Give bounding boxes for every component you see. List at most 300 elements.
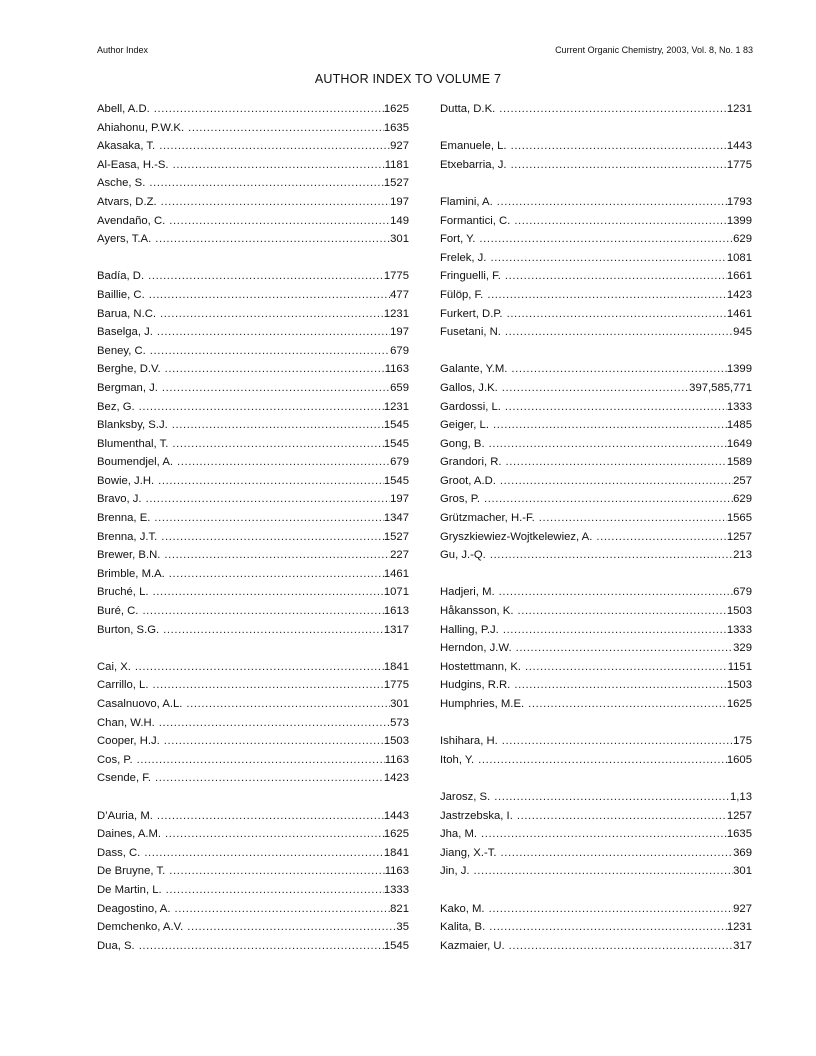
index-entry	[440, 453, 752, 472]
page-numbers: 197	[390, 490, 409, 509]
dot-leader	[500, 472, 733, 491]
author-name: Furkert, D.P.	[440, 307, 503, 320]
index-entry	[440, 583, 752, 602]
page-numbers: 1399	[727, 360, 752, 379]
index-entry	[440, 212, 752, 231]
page-numbers: 679	[390, 453, 409, 472]
dot-leader	[135, 658, 384, 677]
section-spacer	[440, 881, 752, 900]
dot-leader	[186, 695, 390, 714]
index-entry	[440, 621, 752, 640]
author-name: Deagostino, A.	[97, 902, 171, 915]
index-entry	[440, 230, 752, 249]
index-entry	[440, 528, 752, 547]
index-column-left	[97, 100, 409, 955]
author-name: Baillie, C.	[97, 288, 145, 301]
author-name: Bravo, J.	[97, 493, 142, 506]
author-name: Buré, C.	[97, 605, 139, 618]
author-name: Avendaño, C.	[97, 214, 166, 227]
index-entry	[440, 305, 752, 324]
author-name: Blanksby, S.J.	[97, 419, 168, 432]
page-numbers: 1081	[727, 249, 752, 268]
page-numbers: 397,585,771	[689, 379, 752, 398]
author-name: Abell, A.D.	[97, 103, 150, 115]
index-entry	[97, 751, 409, 770]
author-name: Akasaka, T.	[97, 140, 156, 153]
dot-leader	[169, 862, 384, 881]
index-entry	[440, 900, 752, 919]
page-numbers: 1565	[727, 509, 752, 528]
author-name: Berghe, D.V.	[97, 363, 161, 376]
dot-leader	[159, 714, 390, 733]
index-entry	[97, 174, 409, 193]
index-entry	[97, 621, 409, 640]
page-numbers: 1545	[384, 472, 409, 491]
page-numbers: 1163	[385, 862, 409, 881]
page-numbers: 1613	[384, 602, 409, 621]
author-name: Chan, W.H.	[97, 716, 155, 729]
page-numbers: 35	[396, 918, 409, 937]
index-entry	[97, 844, 409, 863]
author-name: Gryszkiewiez-Wojtkelewiez, A.	[440, 530, 593, 543]
index-entry	[97, 825, 409, 844]
dot-leader	[155, 769, 384, 788]
author-name: Daines, A.M.	[97, 828, 162, 841]
dot-leader	[479, 230, 733, 249]
dot-leader	[506, 453, 727, 472]
index-entry	[97, 881, 409, 900]
section-spacer	[97, 788, 409, 807]
author-name: D’Auria, M.	[97, 809, 153, 822]
page-numbers: 1423	[727, 286, 752, 305]
dot-leader	[474, 862, 734, 881]
dot-leader	[528, 695, 727, 714]
author-name: Cai, X.	[97, 660, 131, 673]
dot-leader	[177, 453, 390, 472]
author-name: Galante, Y.M.	[440, 363, 508, 376]
page-numbers: 1163	[385, 751, 409, 770]
running-header-right: Current Organic Chemistry, 2003, Vol. 8, No. 1 83	[555, 45, 753, 55]
author-name: Halling, P.J.	[440, 623, 499, 636]
dot-leader	[164, 546, 390, 565]
index-entry	[440, 844, 752, 863]
dot-leader	[173, 156, 385, 175]
dot-leader	[152, 676, 383, 695]
page-numbers: 197	[390, 323, 409, 342]
dot-leader	[514, 676, 727, 695]
page-numbers: 821	[390, 900, 409, 919]
page-numbers: 1461	[727, 305, 752, 324]
dot-leader	[165, 825, 384, 844]
index-entry	[97, 453, 409, 472]
index-entry	[440, 676, 752, 695]
index-entry	[97, 676, 409, 695]
page-numbers: 1347	[384, 509, 409, 528]
dot-leader	[187, 918, 396, 937]
author-name: Gong, B.	[440, 437, 485, 450]
author-name: Atvars, D.Z.	[97, 195, 157, 208]
page-numbers: 1635	[384, 119, 409, 138]
author-name: Flamini, A.	[440, 195, 493, 208]
dot-leader	[149, 286, 390, 305]
author-name: Etxebarria, J.	[440, 158, 507, 171]
page-numbers: 1231	[727, 918, 752, 937]
dot-leader	[501, 844, 734, 863]
index-entry	[440, 286, 752, 305]
index-entry	[440, 416, 752, 435]
index-entry	[97, 435, 409, 454]
page-numbers: 1151	[728, 658, 752, 677]
dot-leader	[489, 900, 734, 919]
index-entry	[440, 751, 752, 770]
index-entry	[440, 658, 752, 677]
index-column-right	[440, 100, 752, 955]
index-entry	[440, 137, 752, 156]
author-name: Brenna, E.	[97, 512, 151, 525]
index-entry	[97, 100, 409, 119]
author-name: Ahiahonu, P.W.K.	[97, 121, 185, 134]
page-numbers: 927	[390, 137, 409, 156]
author-name: Hudgins, R.R.	[440, 679, 511, 692]
index-entry	[97, 546, 409, 565]
author-name: Emanuele, L.	[440, 140, 507, 153]
author-name: De Bruyne, T.	[97, 865, 166, 878]
page-numbers: 1231	[384, 398, 409, 417]
index-entry	[440, 156, 752, 175]
dot-leader	[164, 732, 384, 751]
index-entry	[97, 807, 409, 826]
author-name: Itoh, Y.	[440, 753, 475, 766]
index-entry	[97, 658, 409, 677]
dot-leader	[499, 583, 734, 602]
index-entry	[440, 788, 752, 807]
dot-leader	[153, 583, 384, 602]
dot-leader	[154, 509, 383, 528]
author-name: Demchenko, A.V.	[97, 921, 184, 934]
author-name: Kalita, B.	[440, 921, 486, 934]
author-name: Csende, F.	[97, 772, 152, 785]
index-entry	[440, 323, 752, 342]
author-name: Brenna, J.T.	[97, 530, 158, 543]
page-numbers: 1503	[727, 676, 752, 695]
dot-leader	[494, 788, 730, 807]
index-entry	[97, 156, 409, 175]
page-title: AUTHOR INDEX TO VOLUME 7	[314, 72, 502, 86]
author-name: Gallos, J.K.	[440, 381, 498, 394]
dot-leader	[511, 137, 727, 156]
page-numbers: 301	[390, 230, 409, 249]
author-name: Blumenthal, T.	[97, 437, 169, 450]
section-spacer	[440, 342, 752, 361]
index-entry	[97, 528, 409, 547]
index-entry	[97, 342, 409, 361]
dot-leader	[155, 230, 390, 249]
page-numbers: 1625	[384, 100, 409, 119]
author-name: Fusetani, N.	[440, 326, 501, 339]
index-entry	[97, 565, 409, 584]
author-name: Bez, G.	[97, 400, 135, 413]
page-numbers: 1841	[384, 658, 409, 677]
page-numbers: 149	[390, 212, 409, 231]
author-name: Brimble, M.A.	[97, 567, 165, 580]
author-name: Asche, S.	[97, 177, 146, 190]
page-numbers: 629	[733, 230, 752, 249]
page-numbers: 1527	[384, 174, 409, 193]
author-name: Formantici, C.	[440, 214, 511, 227]
author-name: Baselga, J.	[97, 326, 153, 339]
author-name: Herndon, J.W.	[440, 642, 512, 655]
page-numbers: 257	[733, 472, 752, 491]
author-name: Jiang, X.-T.	[440, 846, 497, 859]
dot-leader	[161, 528, 384, 547]
dot-leader	[514, 212, 727, 231]
dot-leader	[150, 342, 390, 361]
page-numbers: 301	[733, 862, 752, 881]
dot-leader	[161, 193, 391, 212]
index-entry	[440, 379, 752, 398]
dot-leader	[484, 490, 733, 509]
page-numbers: 227	[390, 546, 409, 565]
section-spacer	[440, 714, 752, 733]
index-entry	[97, 323, 409, 342]
dot-leader	[139, 398, 384, 417]
index-entry	[440, 100, 752, 119]
index-entry	[97, 472, 409, 491]
page-numbers: 1545	[384, 416, 409, 435]
page-numbers: 1333	[384, 881, 409, 900]
dot-leader	[517, 807, 727, 826]
section-spacer	[440, 565, 752, 584]
author-name: Cooper, H.J.	[97, 735, 160, 748]
index-entry	[440, 509, 752, 528]
page-numbers: 1257	[727, 807, 752, 826]
dot-leader	[502, 379, 689, 398]
page-numbers: 1317	[384, 621, 409, 640]
page-numbers: 213	[733, 546, 752, 565]
section-spacer	[97, 639, 409, 658]
page-numbers: 1333	[727, 398, 752, 417]
index-entry	[97, 862, 409, 881]
page-numbers: 1423	[384, 769, 409, 788]
page-numbers: 175	[733, 732, 752, 751]
section-spacer	[440, 119, 752, 138]
page-numbers: 1589	[727, 453, 752, 472]
page-numbers: 1545	[384, 435, 409, 454]
page-numbers: 1625	[384, 825, 409, 844]
author-name: Fringuelli, F.	[440, 270, 501, 283]
index-entry	[97, 583, 409, 602]
page-numbers: 1257	[727, 528, 752, 547]
dot-leader	[163, 621, 384, 640]
index-entry	[440, 490, 752, 509]
author-name: Kako, M.	[440, 902, 485, 915]
page-numbers: 369	[733, 844, 752, 863]
dot-leader	[172, 435, 383, 454]
page-numbers: 1661	[727, 267, 752, 286]
author-name: Kazmaier, U.	[440, 939, 505, 952]
dot-leader	[490, 546, 733, 565]
page-numbers: 317	[733, 937, 752, 956]
index-entry	[97, 360, 409, 379]
dot-leader	[502, 732, 733, 751]
dot-leader	[490, 249, 726, 268]
index-entry	[97, 732, 409, 751]
page-numbers: 679	[390, 342, 409, 361]
section-spacer	[97, 249, 409, 268]
page-numbers: 1181	[385, 156, 409, 175]
dot-leader	[144, 844, 384, 863]
author-name: Ishihara, H.	[440, 735, 498, 748]
author-name: Groot, A.D.	[440, 474, 496, 487]
author-name: Casalnuovo, A.L.	[97, 698, 183, 710]
author-name: Gardossi, L.	[440, 400, 501, 413]
dot-leader	[142, 602, 383, 621]
index-entry	[97, 398, 409, 417]
author-name: Jha, M.	[440, 828, 478, 841]
page-numbers: 1399	[727, 212, 752, 231]
author-name: De Martin, L.	[97, 883, 162, 896]
index-entry	[440, 249, 752, 268]
author-name: Gu, J.-Q.	[440, 549, 486, 562]
dot-leader	[157, 323, 390, 342]
author-name: Al-Easa, H.-S.	[97, 158, 169, 171]
author-name: Badía, D.	[97, 270, 145, 283]
page-numbers: 477	[390, 286, 409, 305]
page-numbers: 1071	[384, 583, 409, 602]
dot-leader	[137, 751, 385, 770]
section-spacer	[440, 769, 752, 788]
dot-leader	[169, 212, 390, 231]
dot-leader	[139, 937, 384, 956]
index-entry	[440, 695, 752, 714]
page-numbers: 1443	[727, 137, 752, 156]
page-numbers: 1503	[384, 732, 409, 751]
dot-leader	[146, 490, 391, 509]
index-entry	[440, 602, 752, 621]
page-numbers: 1841	[384, 844, 409, 863]
index-entry	[97, 286, 409, 305]
index-entry	[440, 472, 752, 491]
author-name: Geiger, L.	[440, 419, 489, 432]
dot-leader	[503, 621, 727, 640]
dot-leader	[516, 639, 734, 658]
index-entry	[440, 435, 752, 454]
author-name: Burton, S.G.	[97, 623, 160, 636]
dot-leader	[511, 156, 727, 175]
author-name: Grandori, R.	[440, 456, 502, 469]
page-numbers: 1527	[384, 528, 409, 547]
author-name: Dass, C.	[97, 846, 141, 859]
dot-leader	[188, 119, 384, 138]
page-numbers: 945	[733, 323, 752, 342]
page-numbers: 1485	[727, 416, 752, 435]
page-numbers: 1625	[727, 695, 752, 714]
dot-leader	[505, 323, 733, 342]
author-name: Håkansson, K.	[440, 605, 514, 618]
dot-leader	[165, 360, 385, 379]
index-entry	[440, 398, 752, 417]
index-entry	[440, 639, 752, 658]
author-name: Fülöp, F.	[440, 288, 484, 301]
dot-leader	[517, 602, 726, 621]
index-entry	[97, 267, 409, 286]
index-entry	[97, 490, 409, 509]
author-name: Hostettmann, K.	[440, 660, 521, 673]
dot-leader	[158, 472, 384, 491]
dot-leader	[166, 881, 384, 900]
index-entry	[440, 918, 752, 937]
author-name: Cos, P.	[97, 753, 133, 766]
index-entry	[440, 825, 752, 844]
index-entry	[440, 267, 752, 286]
author-name: Dutta, D.K.	[440, 103, 496, 115]
page-numbers: 1775	[727, 156, 752, 175]
page-numbers: 1635	[727, 825, 752, 844]
index-entry	[97, 769, 409, 788]
dot-leader	[159, 137, 390, 156]
author-name: Carrillo, L.	[97, 679, 149, 692]
author-name: Barua, N.C.	[97, 307, 157, 320]
page-numbers: 1545	[384, 937, 409, 956]
page-numbers: 1503	[727, 602, 752, 621]
page-numbers: 629	[733, 490, 752, 509]
page-numbers: 1775	[384, 267, 409, 286]
author-name: Frelek, J.	[440, 251, 487, 264]
author-name: Bruché, L.	[97, 586, 149, 599]
dot-leader	[507, 305, 727, 324]
dot-leader	[499, 100, 727, 119]
dot-leader	[174, 900, 390, 919]
page-numbers: 329	[733, 639, 752, 658]
dot-leader	[148, 267, 384, 286]
index-entry	[97, 416, 409, 435]
author-name: Humphries, M.E.	[440, 698, 525, 710]
page-numbers: 573	[390, 714, 409, 733]
author-name: Bowie, J.H.	[97, 474, 155, 487]
page-numbers: 1461	[384, 565, 409, 584]
dot-leader	[596, 528, 727, 547]
dot-leader	[539, 509, 727, 528]
index-entry	[440, 360, 752, 379]
author-name: Boumendjel, A.	[97, 456, 173, 469]
index-entry	[97, 119, 409, 138]
dot-leader	[505, 398, 727, 417]
dot-leader	[160, 305, 384, 324]
author-name: Jin, J.	[440, 865, 470, 878]
dot-leader	[509, 937, 733, 956]
dot-leader	[149, 174, 384, 193]
author-name: Jastrzebska, I.	[440, 809, 513, 822]
page-numbers: 679	[733, 583, 752, 602]
dot-leader	[478, 751, 727, 770]
index-entry	[97, 212, 409, 231]
index-entry	[440, 807, 752, 826]
running-header-left: Author Index	[97, 45, 149, 55]
index-entry	[440, 546, 752, 565]
page-numbers: 1,13	[730, 788, 752, 807]
author-name: Hadjeri, M.	[440, 586, 495, 599]
dot-leader	[489, 435, 727, 454]
dot-leader	[154, 100, 384, 119]
page-numbers: 1231	[727, 100, 752, 119]
dot-leader	[525, 658, 728, 677]
author-name: Dua, S.	[97, 939, 135, 952]
page-numbers: 1231	[384, 305, 409, 324]
section-spacer	[440, 174, 752, 193]
index-entry	[440, 937, 752, 956]
page-numbers: 1443	[384, 807, 409, 826]
page-numbers: 659	[390, 379, 409, 398]
